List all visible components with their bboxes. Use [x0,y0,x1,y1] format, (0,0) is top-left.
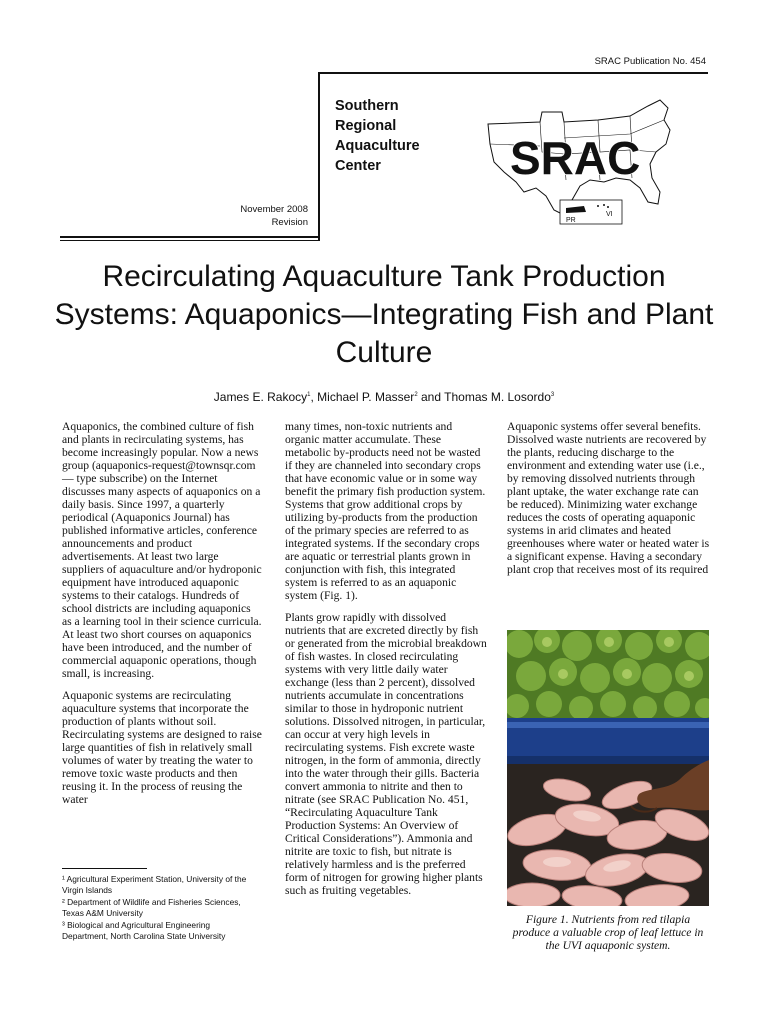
body-paragraph: Aquaponic systems are recirculating aquaculture systems that incorporate the production of plants without soil. Recirculating systems are designed to raise large quantities of fish in relatively small volumes of water by treating the water to remove toxic waste products and then reusing it. In the process of reusing the water [62,689,262,806]
srac-map-logo [480,92,680,232]
publication-number: SRAC Publication No. 454 [594,56,706,67]
publication-date [180,203,308,229]
footnotes [62,874,267,943]
figure-caption: Figure 1. Nutrients from red tilapia produce a valuable crop of leaf lettuce in the UVI aquaponic system. [512,913,704,952]
author-affiliation-mark: 2 [414,392,418,398]
author-name: Michael P. Masser [317,390,415,404]
center-name-line: Aquaculture [335,138,420,154]
author-name: Thomas M. Losordo [444,390,551,404]
author-affiliation-mark: 1 [307,392,311,398]
footnote: ² Department of Wildlife and Fisheries Sciences, Texas A&M University [62,897,241,918]
body-paragraph: Aquaponic systems offer several benefits. Dissolved waste nutrients are recovered by the plants, reducing discharge to the environment and extending water use (i.e., by removing dissolved nutrients through plant uptake, the water exchange rate can be reduced). Minimizing water exchange reduces the costs of operating aquaponic systems in arid climates and heated greenhouses where water or heated water is a significant expense. Having a secondary plant crop that receives most of its required [507,420,710,576]
author-affiliation-mark: 3 [550,392,555,398]
body-column-3 [507,420,711,585]
header-bottom-rule [60,236,320,238]
body-column-1 [62,420,262,815]
map-label-pr: PR [566,217,576,224]
center-name-line: Center [335,158,381,174]
author-line: James E. Rakocy$^1$, Michael P. Masser$^2$ and Thomas M. Losordo$^3$ [213,390,555,404]
author-conjunction: and [421,390,442,404]
footnote: ¹ Agricultural Experiment Station, University of the Virgin Islands [62,874,247,895]
revision-text: Revision [271,217,308,228]
center-name-line: Regional [335,118,397,134]
footnote: ³ Biological and Agricultural Engineering Department, North Carolina State University [62,920,226,941]
header-vertical-rule [318,72,320,240]
srac-logo-text: SRAC [510,132,641,184]
body-paragraph: Plants grow rapidly with dissolved nutrients that are excreted directly by fish or generated from the microbial breakdown of fish wastes. In closed recirculating systems with very little daily water exchange (less than 2 percent), dissolved nutrients accumulate in concentrations similar to those in hydroponic nutrient solutions. Dissolved nitrogen, in particular, can occur at very high levels in recirculating systems. Fish excrete waste nitrogen, in the form of ammonia, directly into the water through their gills. Bacteria convert ammonia to nitrite and then to nitrate (see SRAC Publication No. 451, “Recirculating Aquaculture Tank Production Systems: An Overview of Critical Considerations”). Ammonia and nitrite are toxic to fish, but nitrate is relatively harmless and is the preferred form of nitrogen for growing higher plants such as fruiting vegetables. [285,611,487,897]
header-top-rule [318,72,708,74]
body-column-2 [285,420,487,906]
footnote-rule [62,868,147,869]
center-name [335,96,465,176]
figure-1-photo [507,630,709,906]
body-paragraph: Aquaponics, the combined culture of fish and plants in recirculating systems, has become increasingly popular. Now a news group (aquaponics-request@townsqr.com — type subscribe) on the Internet discusses many aspects of aquaponics on a daily basis. Since 1997, a quarterly periodical (Aquaponics Journal) has published informative articles, conference announcements and product advertisements. At least two large suppliers of aquaculture and/or hydroponic equipment have introduced aquaponic systems to their catalogs. Hundreds of school districts are including aquaponics as a learning tool in their science curricula. At least two short courses on aquaponics have been introduced, and the number of commercial aquaponic operations, though small, is increasing. [62,420,262,680]
header-bottom-thin-rule [60,240,320,241]
document-title: Recirculating Aquaculture Tank Production Systems: Aquaponics—Integrating Fish and Plant Culture [54,260,714,369]
map-label-vi: VI [606,211,613,218]
author-name: James E. Rakocy [213,390,308,404]
center-name-line: Southern [335,98,399,114]
body-paragraph: many times, non-toxic nutrients and organic matter accumulate. These metabolic by-products need not be wasted if they are channeled into secondary crops that have economic value or in some way benefit the primary fish production system. Systems that grow additional crops by utilizing by-products from the production of the primary species are referred to as integrated systems. If the secondary crops are aquatic or terrestrial plants grown in conjunction with fish, this integrated system is referred to as an aquaponic system (Fig. 1). [285,420,486,602]
date-text: November 2008 [240,204,308,215]
